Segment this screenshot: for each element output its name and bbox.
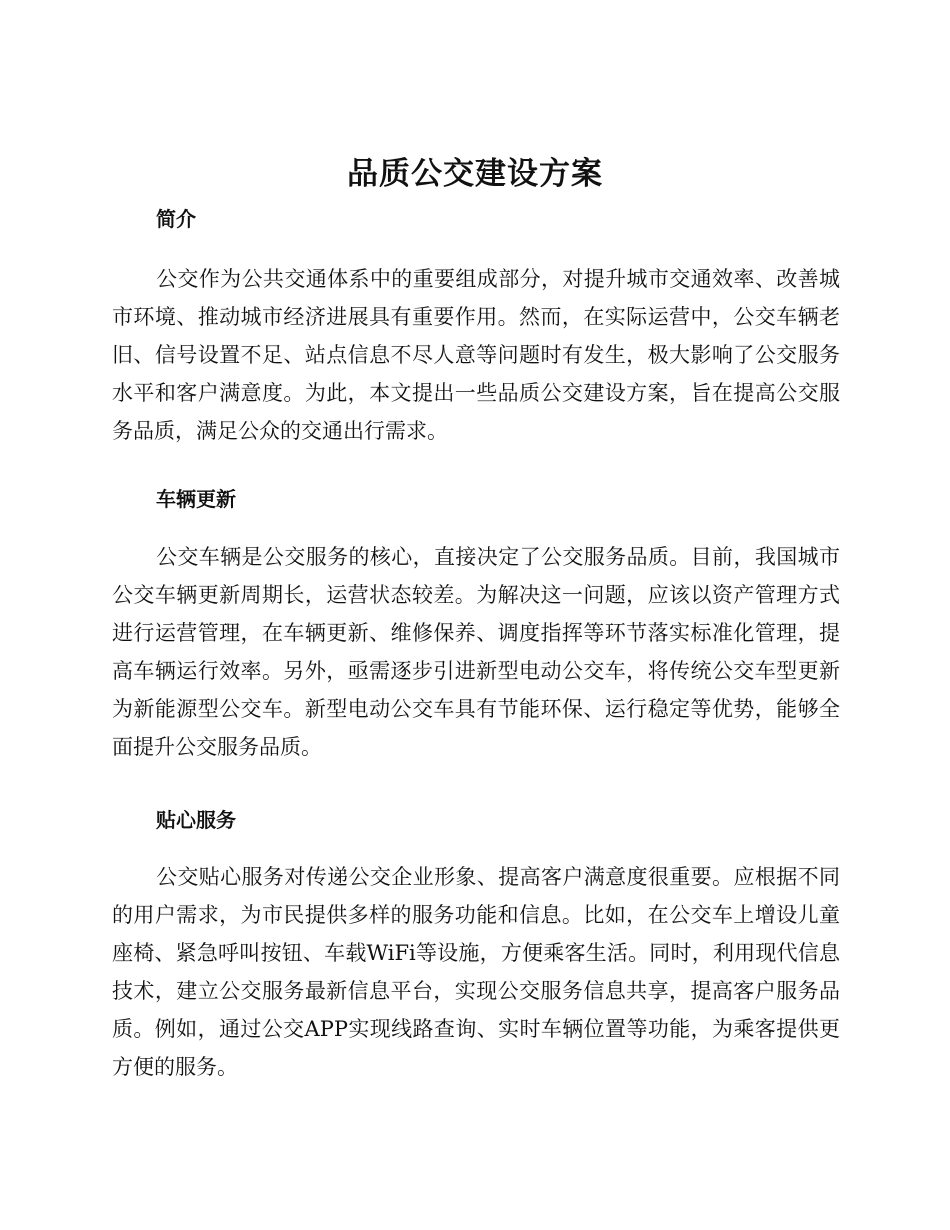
section-vehicle-update: [112, 484, 840, 766]
section-heading: 贴心服务: [156, 808, 236, 832]
document-title: 品质公交建设方案: [347, 156, 603, 192]
section-paragraph: 公交作为公共交通体系中的重要组成部分，对提升城市交通效率、改善城市环境、推动城市经济进展具有重要作用。然而，在实际运营中，公交车辆老旧、信号设置不足、站点信息不尽人意等问题时有发生，极大影响了公交服务水平和客户满意度。为此，本文提出一些品质公交建设方案，旨在提高公交服务品质，满足公众的交通出行需求。: [112, 267, 840, 443]
section-paragraph: 公交贴心服务对传递公交企业形象、提高客户满意度很重要。应根据不同的用户需求，为市民提供多样的服务功能和信息。比如，在公交车上增设儿童座椅、紧急呼叫按钮、车载WiFi等设施，方便乘客生活。同时，利用现代信息技术，建立公交服务最新信息平台，实现公交服务信息共享，提高客户服务品质。例如，通过公交APP实现线路查询、实时车辆位置等功能，为乘客提供更方便的服务。: [112, 865, 840, 1079]
section-intro: [112, 204, 840, 450]
section-heading: 简介: [156, 207, 196, 231]
section-heading: 车辆更新: [156, 487, 236, 511]
section-paragraph: 公交车辆是公交服务的核心，直接决定了公交服务品质。目前，我国城市公交车辆更新周期长，运营状态较差。为解决这一问题，应该以资产管理方式进行运营管理，在车辆更新、维修保养、调度指挥等环节落实标准化管理，提高车辆运行效率。另外，亟需逐步引进新型电动公交车，将传统公交车型更新为新能源型公交车。新型电动公交车具有节能环保、运行稳定等优势，能够全面提升公交服务品质。: [112, 545, 840, 759]
section-caring-service: [112, 805, 840, 1086]
